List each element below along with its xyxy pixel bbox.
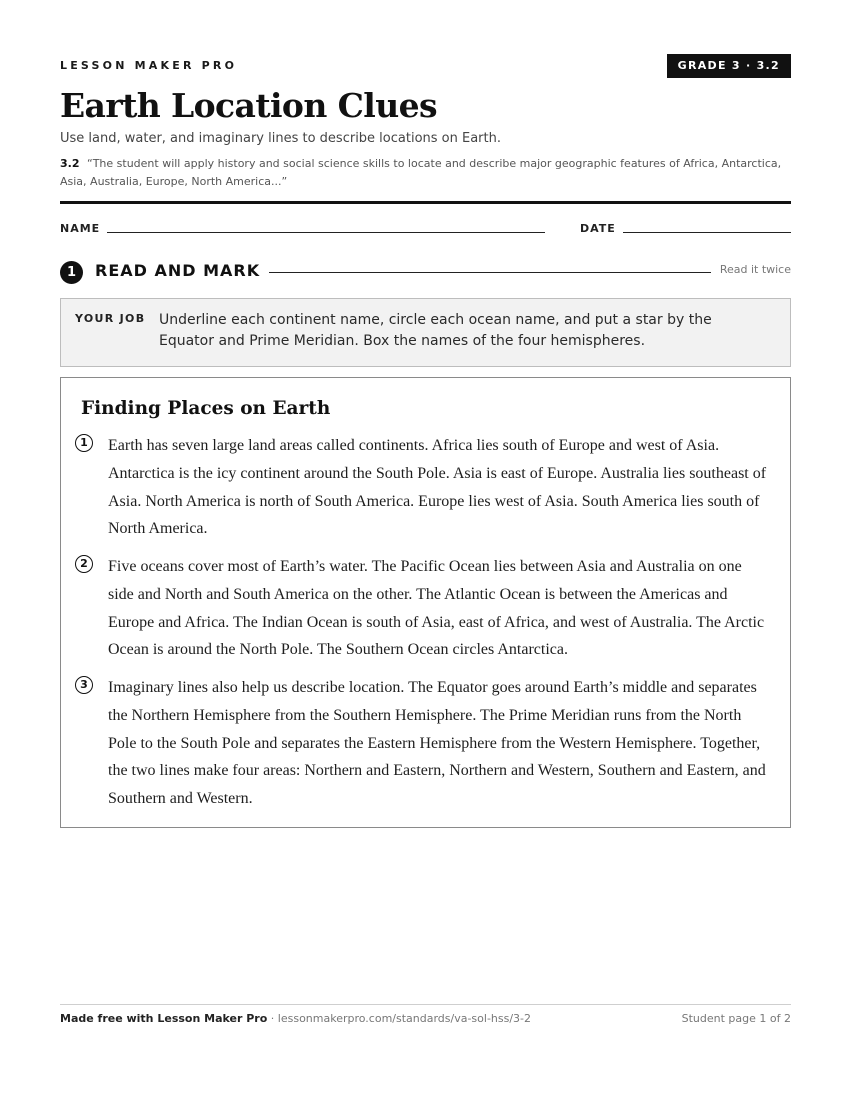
paragraph-number: 1	[75, 434, 93, 452]
paragraph-number: 3	[75, 676, 93, 694]
instructions-label: YOUR JOB	[75, 312, 146, 325]
header-divider	[60, 201, 791, 204]
section-divider	[269, 272, 711, 273]
footer-credit	[60, 1012, 531, 1025]
standard-text: “The student will apply history and social science skills to locate and describe major geographic features of Africa, Antarctica, Asia, Australia, Europe, North America...”	[60, 157, 782, 188]
page-subtitle: Use land, water, and imaginary lines to describe locations on Earth.	[60, 131, 501, 146]
section-number-badge: 1	[60, 261, 83, 284]
section-header	[60, 260, 791, 284]
footer-url-link[interactable]: lessonmakerpro.com/standards/va-sol-hss/3-2	[277, 1012, 532, 1025]
passage-title: Finding Places on Earth	[81, 398, 331, 419]
footer-maker: Made free with Lesson Maker Pro	[60, 1012, 268, 1025]
paragraph-text: Earth has seven large land areas called continents. Africa lies south of Europe and west of Asia. Antarctica is the icy continent around the South Pole. Asia is east of Europe. Australia lies southeast of Asia. North America is north of South America. Europe lies west of Asia. South America lies south of North America.	[108, 437, 767, 538]
brand-label: LESSON MAKER PRO	[60, 59, 238, 72]
reading-passage	[60, 377, 791, 828]
instructions-text: Underline each continent name, circle each ocean name, and put a star by the Equator and Prime Meridian. Box the names of the four hemispheres.	[159, 312, 712, 349]
worksheet-page	[60, 0, 791, 1100]
paragraph-number: 2	[75, 555, 93, 573]
paragraph-text: Five oceans cover most of Earth’s water. The Pacific Ocean lies between Asia and Australia on one side and North and South America on the other. The Atlantic Ocean is between the Americas and Europe and Africa. The Indian Ocean is south of Asia, east of Africa, and west of Australia. The Arctic Ocean is around the North Pole. The Southern Ocean circles Antarctica.	[108, 558, 765, 659]
footer-separator: ·	[267, 1012, 278, 1025]
instructions-box	[60, 298, 791, 367]
section-note: Read it twice	[719, 263, 791, 276]
page-indicator: Student page 1 of 2	[681, 1012, 791, 1025]
name-field[interactable]	[107, 232, 545, 233]
footer-divider	[60, 1004, 791, 1005]
standard-statement	[60, 155, 791, 191]
date-label: DATE	[580, 222, 616, 235]
paragraph-text: Imaginary lines also help us describe location. The Equator goes around Earth’s middle and separates the Northern Hemisphere from the Southern Hemisphere. The Prime Meridian runs from the North Pole to the South Pole and separates the Eastern Hemisphere from the Western Hemisphere. Together, the two lines make four areas: Northern and Eastern, Northern and Western, Southern and Eastern, and Southern and Western.	[108, 679, 766, 808]
page-title: Earth Location Clues	[60, 86, 437, 125]
grade-badge: GRADE 3 · 3.2	[667, 54, 791, 78]
date-field[interactable]	[623, 232, 791, 233]
standard-code: 3.2	[60, 157, 80, 170]
name-label: NAME	[60, 222, 101, 235]
section-title: READ AND MARK	[95, 261, 261, 280]
